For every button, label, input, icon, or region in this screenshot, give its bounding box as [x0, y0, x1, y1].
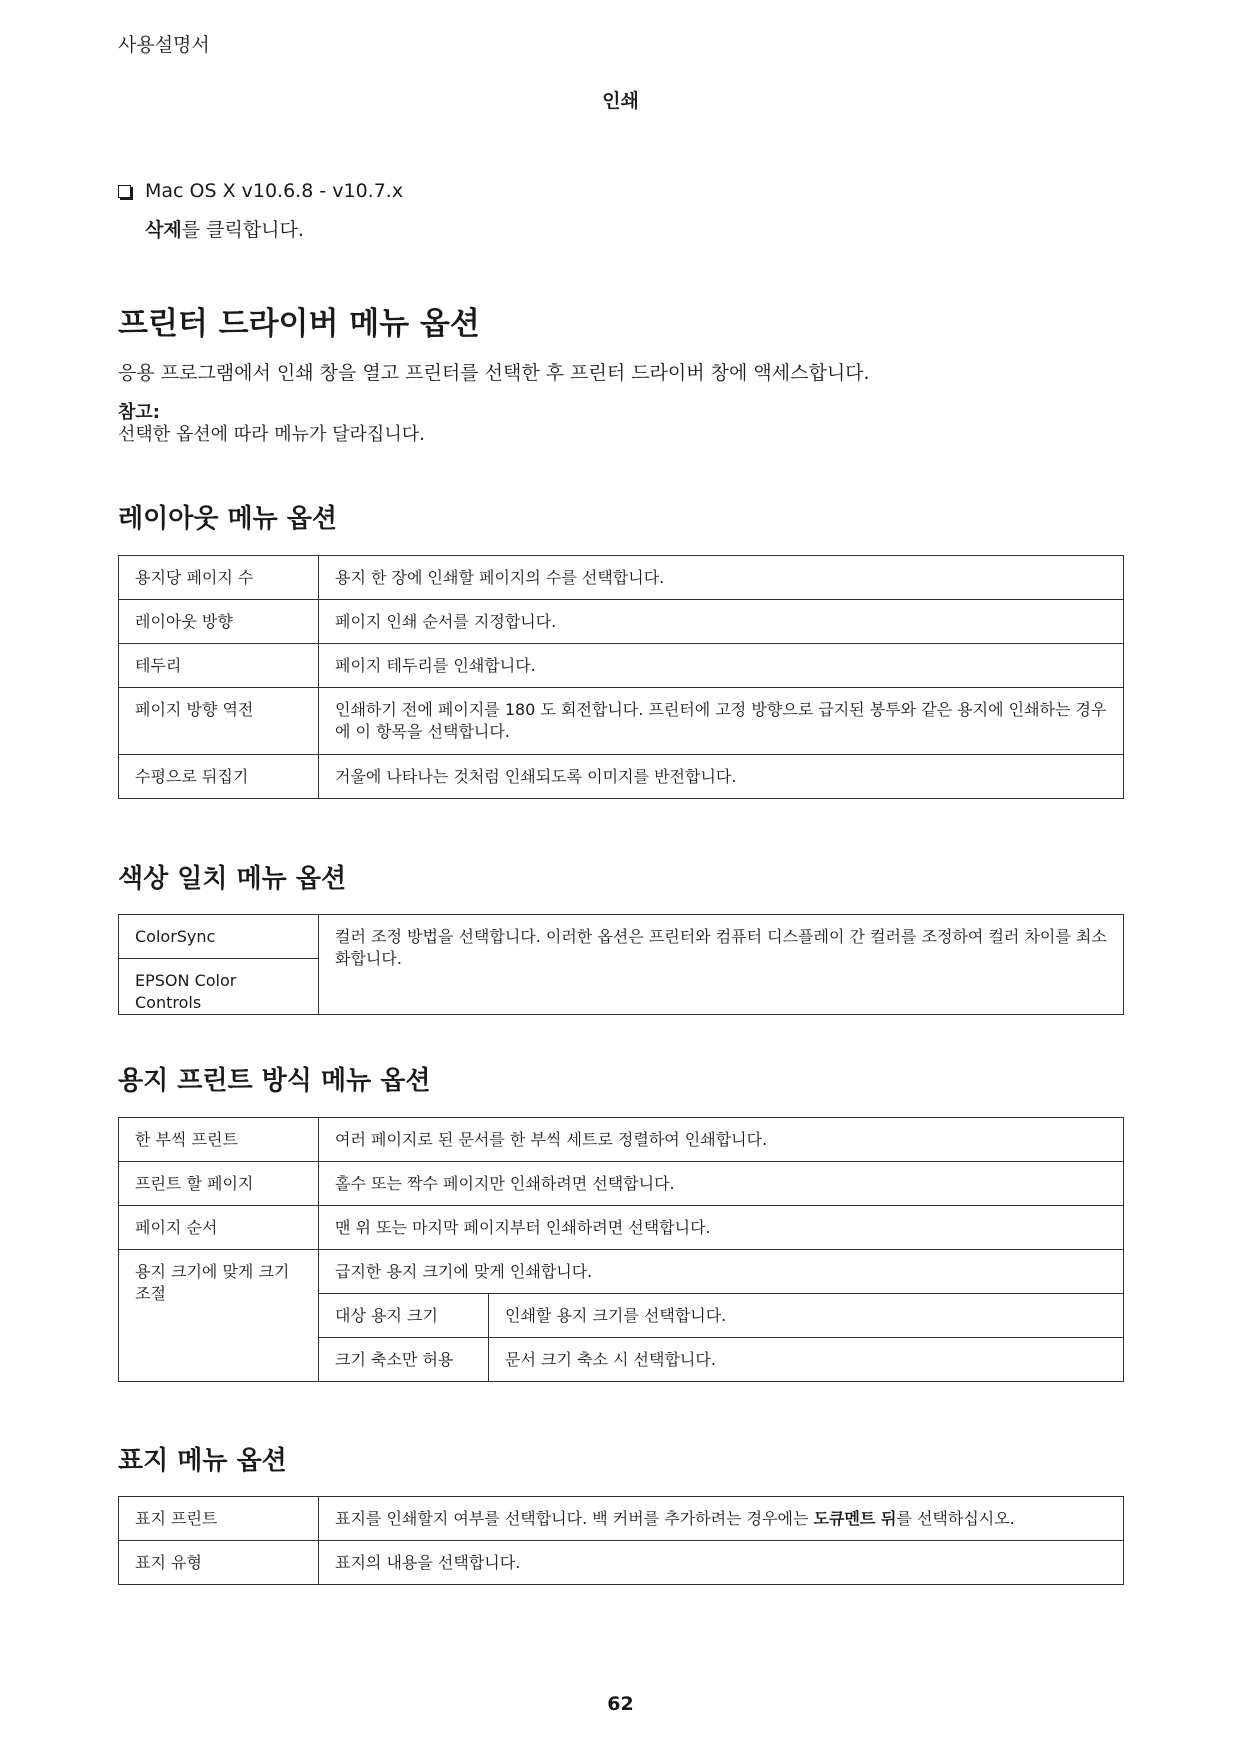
table-row: [119, 600, 1124, 644]
option-description: 인쇄하기 전에 페이지를 180 도 회전합니다. 프린터에 고정 방향으로 급지된 봉투와 같은 용지에 인쇄하는 경우에 이 항목을 선택합니다.: [319, 688, 1124, 755]
table-row: [119, 1250, 1124, 1294]
option-description: 컬러 조정 방법을 선택합니다. 이러한 옵션은 프린터와 컴퓨터 디스플레이 간 컬러를 조정하여 컬러 차이를 최소화합니다.: [319, 915, 1124, 1015]
table-row: [119, 915, 1124, 959]
option-name: 용지당 페이지 수: [119, 556, 319, 600]
option-name: 용지 크기에 맞게 크기 조절: [119, 1250, 319, 1382]
page-number: 62: [607, 1693, 634, 1715]
option-name: 프린트 할 페이지: [119, 1162, 319, 1206]
option-description: 표지의 내용을 선택합니다.: [319, 1541, 1124, 1585]
description-text: 표지를 인쇄할지 여부를 선택합니다. 백 커버를 추가하려는 경우에는: [335, 1509, 814, 1528]
delete-instruction: [145, 215, 304, 242]
option-description: 홀수 또는 짝수 페이지만 인쇄하려면 선택합니다.: [319, 1162, 1124, 1206]
description-text-end: 를 선택하십시오.: [896, 1509, 1015, 1528]
table-row: [119, 556, 1124, 600]
running-header: 사용설명서: [118, 34, 210, 56]
sub-option-name: 크기 축소만 허용: [319, 1338, 489, 1382]
table-row: [119, 1497, 1124, 1541]
sub-option-description: 문서 크기 축소 시 선택합니다.: [489, 1338, 1124, 1382]
section-title-layout: 레이아웃 메뉴 옵션: [118, 504, 338, 534]
table-row: [119, 688, 1124, 755]
layout-options-table: [118, 555, 1124, 799]
table-row: [119, 1206, 1124, 1250]
table-row: [119, 1541, 1124, 1585]
sub-option-name: 대상 용지 크기: [319, 1294, 489, 1338]
color-options-table: [118, 914, 1124, 1015]
option-name: 페이지 방향 역전: [119, 688, 319, 755]
option-name: 표지 유형: [119, 1541, 319, 1585]
table-row: [119, 644, 1124, 688]
table-row: [119, 755, 1124, 799]
option-name: EPSON Color Controls: [119, 959, 319, 1015]
section-title-paper-handling: 용지 프린트 방식 메뉴 옵션: [118, 1066, 431, 1096]
option-description: 페이지 테두리를 인쇄합니다.: [319, 644, 1124, 688]
section-title-cover-page: 표지 메뉴 옵션: [118, 1446, 287, 1476]
option-name: 표지 프린트: [119, 1497, 319, 1541]
option-description: 페이지 인쇄 순서를 지정합니다.: [319, 600, 1124, 644]
after-document-label: 도큐멘트 뒤: [813, 1509, 897, 1528]
option-description: 여러 페이지로 된 문서를 한 부씩 세트로 정렬하여 인쇄합니다.: [319, 1118, 1124, 1162]
delete-instruction-rest: 를 클릭합니다.: [181, 219, 304, 241]
option-description: 맨 위 또는 마지막 페이지부터 인쇄하려면 선택합니다.: [319, 1206, 1124, 1250]
table-row: [119, 1162, 1124, 1206]
option-name: 한 부씩 프린트: [119, 1118, 319, 1162]
os-version-text: Mac OS X v10.6.8 - v10.7.x: [145, 180, 404, 202]
option-name: 페이지 순서: [119, 1206, 319, 1250]
table-row: [119, 1118, 1124, 1162]
option-description: [319, 1497, 1124, 1541]
option-description: 거울에 나타나는 것처럼 인쇄되도록 이미지를 반전합니다.: [319, 755, 1124, 799]
option-name: 테두리: [119, 644, 319, 688]
section-title-color-matching: 색상 일치 메뉴 옵션: [118, 864, 347, 894]
cover-options-table: [118, 1496, 1124, 1585]
option-name: ColorSync: [119, 915, 319, 959]
delete-label: 삭제: [145, 219, 182, 241]
option-description: 용지 한 장에 인쇄할 페이지의 수를 선택합니다.: [319, 556, 1124, 600]
section-title-driver-menu: 프린터 드라이버 메뉴 옵션: [118, 306, 480, 342]
note-label: 참고:: [118, 402, 160, 423]
note-text: 선택한 옵션에 따라 메뉴가 달라집니다.: [118, 424, 425, 445]
paper-options-table: [118, 1117, 1124, 1382]
checkbox-bullet-icon: [118, 185, 131, 198]
option-name: 수평으로 뒤집기: [119, 755, 319, 799]
sub-option-description: 인쇄할 용지 크기를 선택합니다.: [489, 1294, 1124, 1338]
intro-paragraph: 응용 프로그램에서 인쇄 창을 열고 프린터를 선택한 후 프린터 드라이버 창에 액세스합니다.: [118, 362, 870, 384]
option-name: 레이아웃 방향: [119, 600, 319, 644]
os-version-bullet: [118, 180, 403, 202]
option-description: 급지한 용지 크기에 맞게 인쇄합니다.: [319, 1250, 1124, 1294]
chapter-title: 인쇄: [602, 90, 639, 112]
